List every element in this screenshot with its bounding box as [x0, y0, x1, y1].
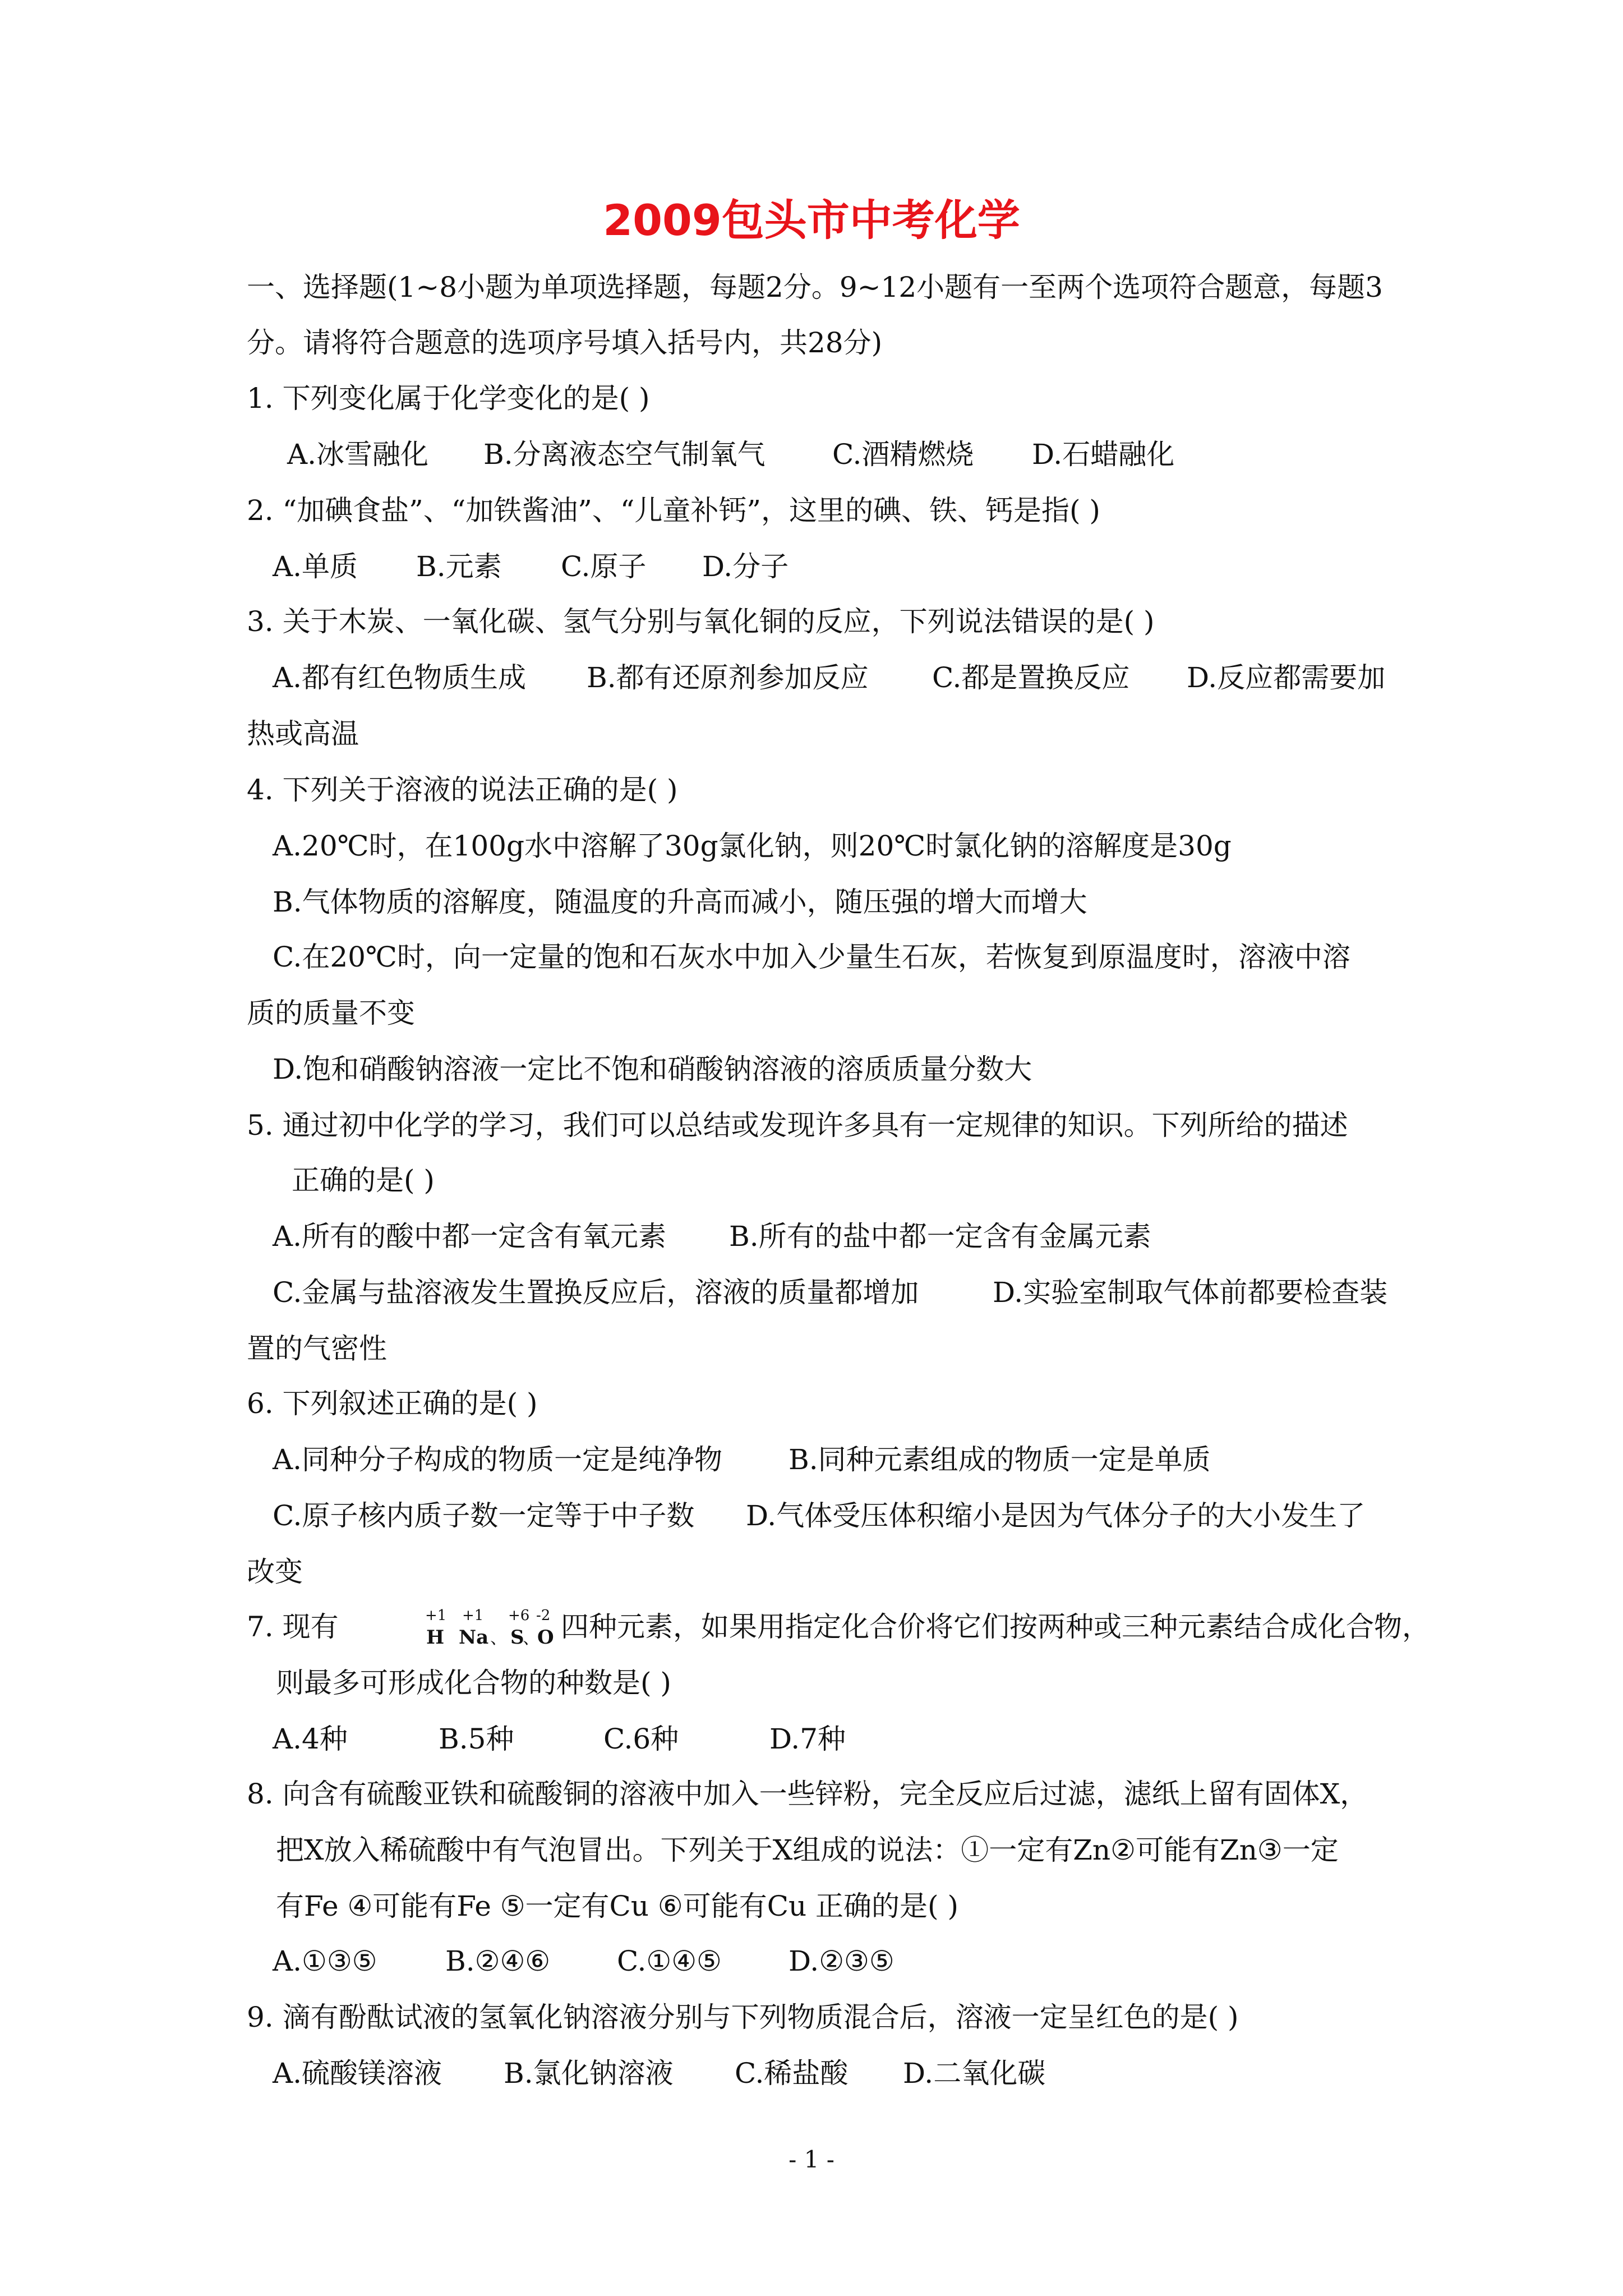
element-na: Na: [459, 1626, 489, 1649]
question-5-stem: 5. 通过初中化学的学习，我们可以总结或发现许多具有一定规律的知识。下列所给的描述: [247, 1109, 1348, 1142]
option-a: A.所有的酸中都一定含有氧元素: [273, 1220, 667, 1253]
option-d: D.二氧化碳: [903, 2057, 1046, 2090]
option-a: A.4种: [273, 1723, 348, 1755]
page-title: 2009包头市中考化学: [603, 195, 1020, 245]
option-d: D.反应都需要加: [1187, 661, 1386, 694]
option-c: C.都是置换反应: [932, 661, 1130, 694]
option-b: B.同种元素组成的物质一定是单质: [789, 1443, 1211, 1476]
option-b: B.都有还原剂参加反应: [587, 661, 869, 694]
option-c: C.稀盐酸: [735, 2057, 849, 2090]
element-s: S: [510, 1626, 524, 1649]
option-c: C.原子: [561, 550, 647, 583]
section-heading-line-1: 一、选择题(1~8小题为单项选择题，每题2分。9~12小题有一至两个选项符合题意，每题3: [247, 271, 1383, 303]
question-4-option-c: C.在20℃时，向一定量的饱和石灰水中加入少量生石灰，若恢复到原温度时，溶液中溶: [273, 941, 1350, 973]
option-d: D.气体受压体积缩小是因为气体分子的大小发生了: [746, 1499, 1366, 1532]
option-b: B.氯化钠溶液: [504, 2057, 674, 2090]
option-a: A.单质: [273, 550, 358, 583]
element-h: H: [426, 1626, 445, 1649]
option-b: B.5种: [439, 1723, 514, 1755]
question-8-stem-line-2: 把X放入稀硫酸中有气泡冒出。下列关于X组成的说法：①一定有Zn②可能有Zn③一定: [276, 1834, 1339, 1866]
question-8-stem: 8. 向含有硫酸亚铁和硫酸铜的溶液中加入一些锌粉，完全反应后过滤，滤纸上留有固体X，: [247, 1778, 1368, 1810]
question-9-stem: 9. 滴有酚酞试液的氢氧化钠溶液分别与下列物质混合后，溶液一定呈红色的是( ): [247, 2001, 1239, 2033]
question-5-stem-line-2: 正确的是( ): [292, 1164, 435, 1197]
question-4-option-d: D.饱和硝酸钠溶液一定比不饱和硝酸钠溶液的溶质质量分数大: [273, 1053, 1032, 1085]
option-c: C.6种: [603, 1723, 679, 1755]
question-4-continuation: 质的质量不变: [247, 997, 415, 1029]
option-a: A.硫酸镁溶液: [273, 2057, 442, 2090]
question-7-stem-start: 7. 现有: [247, 1611, 339, 1643]
option-a: A.同种分子构成的物质一定是纯净物: [273, 1443, 723, 1476]
option-b: B.②④⑥: [445, 1945, 551, 1977]
question-1-stem: 1. 下列变化属于化学变化的是( ): [247, 382, 650, 415]
question-8-stem-line-3: 有Fe ④可能有Fe ⑤一定有Cu ⑥可能有Cu 正确的是( ): [276, 1890, 958, 1922]
option-d: D.分子: [702, 550, 789, 583]
option-a: A.①③⑤: [273, 1945, 377, 1977]
option-d: D.②③⑤: [789, 1945, 895, 1977]
option-c: C.酒精燃烧: [832, 438, 974, 471]
question-4-option-b: B.气体物质的溶解度，随温度的升高而减小，随压强的增大而增大: [273, 886, 1087, 918]
option-c: C.金属与盐溶液发生置换反应后，溶液的质量都增加: [273, 1276, 919, 1309]
section-heading-line-2: 分。请将符合题意的选项序号填入括号内，共28分): [247, 326, 883, 359]
option-c: C.原子核内质子数一定等于中子数: [273, 1499, 695, 1532]
option-b: B.分离液态空气制氧气: [483, 438, 766, 471]
option-b: B.所有的盐中都一定含有金属元素: [729, 1220, 1151, 1253]
valence-h: +1: [425, 1607, 447, 1624]
svg-text:、: 、: [490, 1628, 507, 1648]
question-7-stem-rest: 四种元素，如果用指定化合价将它们按两种或三种元素结合成化合物，: [561, 1611, 1430, 1643]
svg-text:、: 、: [523, 1628, 540, 1648]
valence-s: +6: [508, 1607, 530, 1624]
option-d: D.石蜡融化: [1032, 438, 1175, 471]
question-7-stem-line-2: 则最多可形成化合物的种数是( ): [276, 1667, 671, 1699]
option-d: D.实验室制取气体前都要检查装: [993, 1276, 1388, 1309]
question-6-stem: 6. 下列叙述正确的是( ): [247, 1387, 538, 1420]
question-6-continuation: 改变: [247, 1556, 303, 1588]
question-4-stem: 4. 下列关于溶液的说法正确的是( ): [247, 774, 678, 806]
option-a: A.冰雪融化: [287, 438, 429, 471]
element-o: O: [537, 1626, 554, 1649]
question-3-continuation: 热或高温: [247, 717, 359, 750]
option-c: C.①④⑤: [617, 1945, 722, 1977]
valence-na: +1: [462, 1607, 484, 1624]
question-5-continuation: 置的气密性: [247, 1332, 387, 1365]
option-b: B.元素: [416, 550, 502, 583]
option-a: A.都有红色物质生成: [273, 661, 527, 694]
question-4-option-a: A.20℃时，在100g水中溶解了30g氯化钠，则20℃时氯化钠的溶解度是30g: [273, 830, 1232, 862]
page-number: - 1 -: [789, 2146, 834, 2173]
question-3-stem: 3. 关于木炭、一氧化碳、氢气分别与氧化铜的反应，下列说法错误的是( ): [247, 605, 1155, 638]
option-d: D.7种: [769, 1723, 846, 1755]
question-2-stem: 2. “加碘食盐”、“加铁酱油”、“儿童补钙”，这里的碘、铁、钙是指( ): [247, 494, 1100, 527]
valence-o: -2: [536, 1607, 551, 1624]
oxidation-states-icon: [422, 1604, 560, 1649]
